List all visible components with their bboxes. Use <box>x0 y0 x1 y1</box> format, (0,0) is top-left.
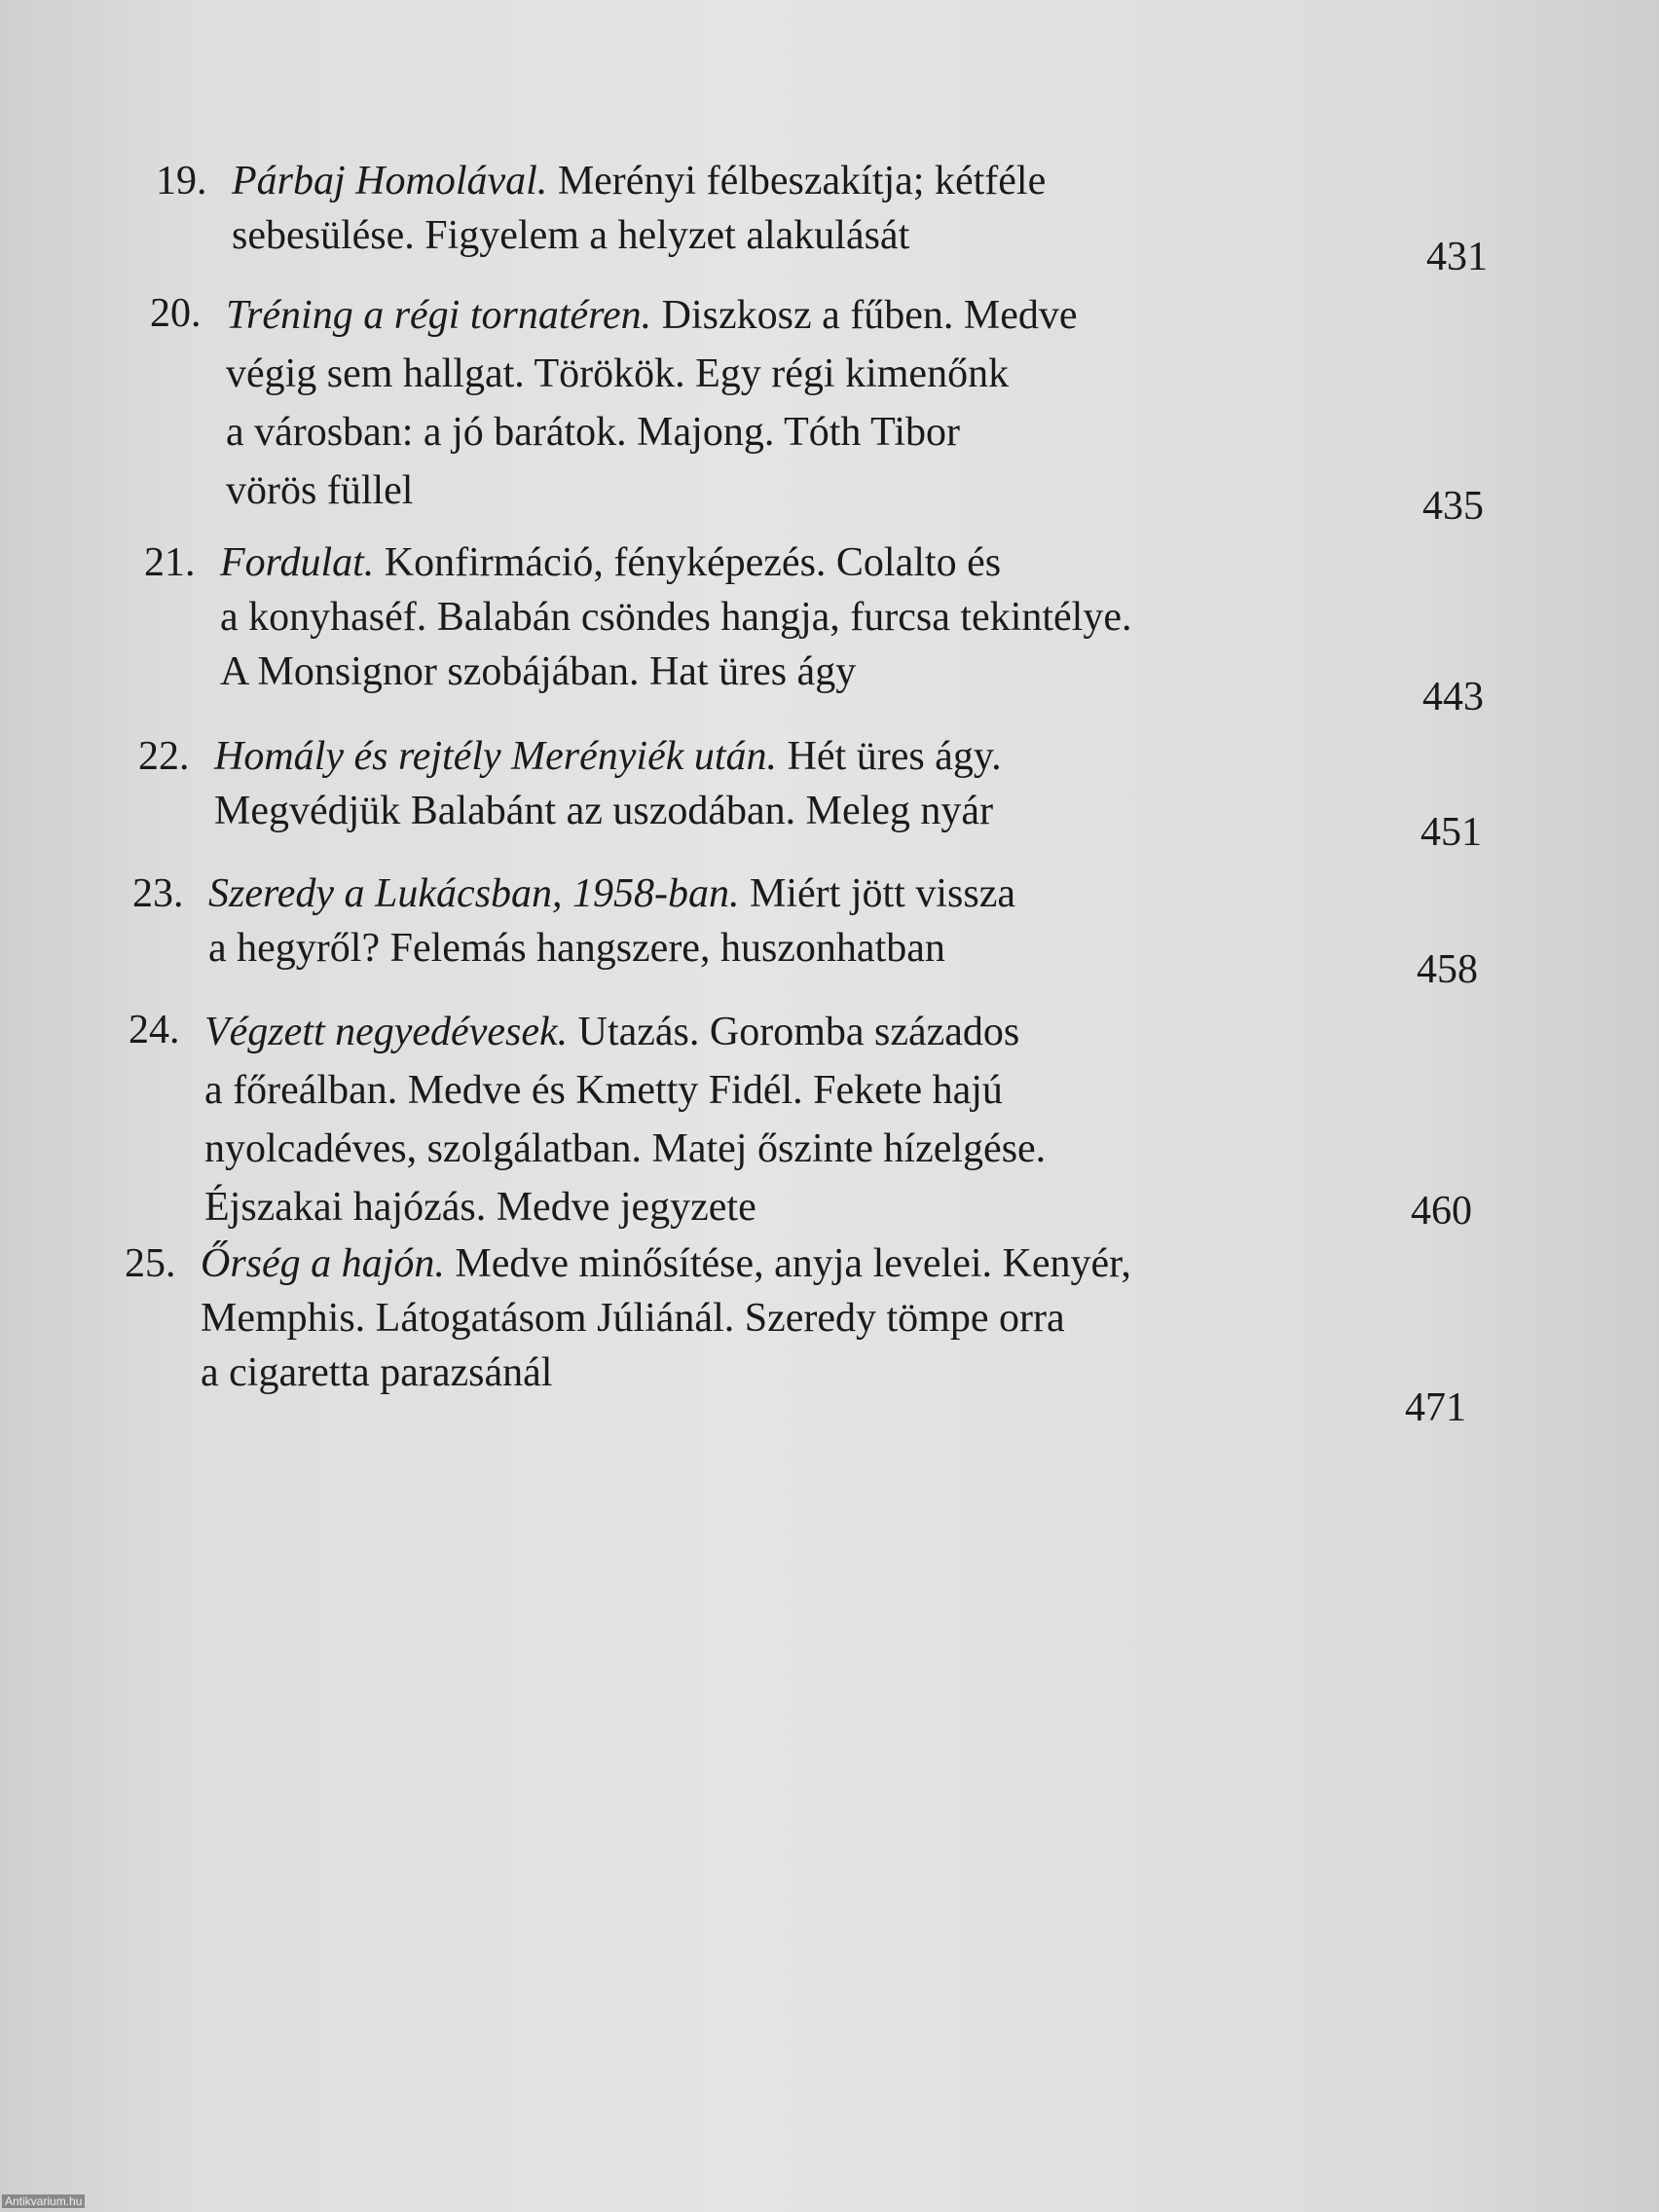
entry-line: Medve minősítése, anyja levelei. Kenyér, <box>444 1241 1131 1286</box>
entry-line: a hegyről? Felemás hangszere, huszonhatban <box>208 926 945 971</box>
entry-title: Párbaj Homolával. <box>232 159 548 203</box>
entry-line: a városban: a jó barátok. Majong. Tóth Tibor <box>226 410 960 455</box>
entry-number: 20. <box>150 291 202 336</box>
entry-line: Éjszakai hajózás. Medve jegyzete <box>204 1185 756 1230</box>
entry-text <box>208 866 1357 976</box>
entry-number: 19. <box>156 159 207 203</box>
entry-text <box>204 1003 1353 1236</box>
entry-page-number: 460 <box>1411 1189 1472 1234</box>
entry-page-number: 443 <box>1422 675 1484 719</box>
entry-line: sebesülése. Figyelem a helyzet alakulását <box>232 213 910 258</box>
entry-title: Tréning a régi tornatéren. <box>226 293 652 338</box>
entry-text <box>201 1236 1349 1400</box>
entry-number: 24. <box>129 1008 180 1052</box>
entry-line: Merényi félbeszakítja; kétféle <box>547 159 1047 203</box>
entry-line: nyolcadéves, szolgálatban. Matej őszinte hízelgése. <box>204 1126 1047 1171</box>
entry-line: Memphis. Látogatásom Júliánál. Szeredy tömpe orra <box>201 1296 1065 1341</box>
entry-title: Szeredy a Lukácsban, 1958-ban. <box>208 871 740 916</box>
entry-line: Miért jött vissza <box>739 871 1015 916</box>
entry-line: A Monsignor szobájában. Hat üres ágy <box>220 649 857 694</box>
entry-line: Utazás. Goromba százados <box>568 1010 1020 1054</box>
entry-text <box>220 535 1369 699</box>
entry-line: Hét üres ágy. <box>777 734 1002 779</box>
entry-number: 23. <box>132 871 184 916</box>
entry-line: a konyhaséf. Balabán csöndes hangja, furcsa tekintélye. <box>220 595 1132 640</box>
entry-line: végig sem hallgat. Törökök. Egy régi kimenőnk <box>226 351 1010 396</box>
entry-line: Megvédjük Balabánt az uszodában. Meleg nyár <box>214 789 994 833</box>
entry-title: Homály és rejtély Merényiék után. <box>214 734 778 779</box>
entry-title: Végzett negyedévesek. <box>204 1010 569 1054</box>
entry-text <box>214 729 1363 838</box>
watermark: Antikvarium.hu <box>2 2194 85 2208</box>
entry-line: Diszkosz a fűben. Medve <box>651 293 1078 338</box>
entry-page-number: 435 <box>1422 484 1484 529</box>
entry-text <box>226 286 1375 520</box>
entry-title: Fordulat. <box>220 540 375 585</box>
entry-line: a főreálban. Medve és Kmetty Fidél. Fekete hajú <box>204 1068 1003 1113</box>
entry-number: 21. <box>144 540 196 585</box>
entry-line: a cigaretta parazsánál <box>201 1350 553 1395</box>
entry-page-number: 431 <box>1426 235 1488 279</box>
entry-page-number: 458 <box>1417 947 1478 992</box>
entry-number: 22. <box>138 734 190 779</box>
entry-line: vörös füllel <box>226 468 414 513</box>
entry-number: 25. <box>125 1241 176 1286</box>
entry-page-number: 471 <box>1405 1385 1466 1430</box>
entry-page-number: 451 <box>1420 810 1482 855</box>
entry-title: Őrség a hajón. <box>201 1241 445 1286</box>
entry-line: Konfirmáció, fényképezés. Colalto és <box>374 540 1002 585</box>
entry-text <box>232 154 1381 263</box>
